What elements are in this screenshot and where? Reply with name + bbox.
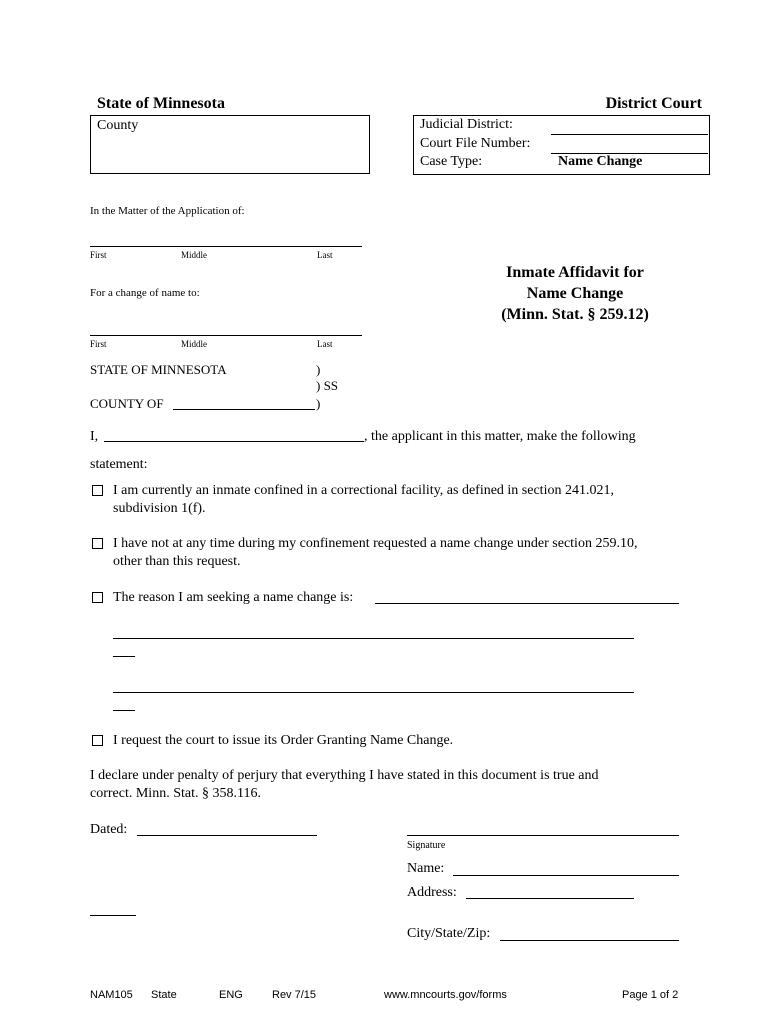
venue-ss: ) SS — [316, 378, 339, 393]
signature-label: Signature — [407, 840, 446, 851]
item2-line2: other than this request. — [113, 554, 241, 569]
item1-line2: subdivision 1(f). — [113, 501, 206, 516]
reason-field-2-cont[interactable] — [113, 643, 135, 657]
judicial-district-label: Judicial District: — [420, 117, 513, 132]
applicant-name-line[interactable] — [90, 232, 362, 247]
signature-field[interactable] — [407, 821, 679, 836]
footer-form-code: NAM105 — [90, 989, 133, 1001]
applicant-statement-field[interactable] — [104, 428, 364, 442]
name-field[interactable] — [453, 861, 679, 876]
reason-field-3-cont[interactable] — [113, 697, 135, 711]
new-name-line[interactable] — [90, 321, 362, 336]
court-heading: District Court — [605, 95, 702, 112]
case-type-label: Case Type: — [420, 154, 483, 169]
footer-website-link[interactable]: www.mncourts.gov/forms — [384, 989, 507, 1001]
statement-suffix: , the applicant in this matter, make the following — [364, 429, 636, 444]
address-field[interactable] — [466, 884, 634, 899]
change-to-label: For a change of name to: — [90, 287, 200, 299]
venue-paren: ) — [316, 362, 321, 377]
venue-county-label: COUNTY OF — [90, 396, 164, 411]
last-label: Last — [317, 250, 333, 260]
footer-page-number: Page 1 of 2 — [622, 989, 679, 1001]
county-label: County — [97, 118, 139, 133]
judicial-district-field[interactable] — [551, 118, 708, 135]
declaration-line1: I declare under penalty of perjury that everything I have stated in this document is true and — [90, 768, 599, 783]
reason-field-2[interactable] — [113, 624, 634, 639]
statement-line2: statement: — [90, 457, 148, 472]
state-heading: State of Minnesota — [97, 95, 225, 112]
reason-checkbox[interactable] — [92, 592, 103, 603]
item1-line1: I am currently an inmate confined in a correctional facility, as defined in section 241.021, — [113, 483, 614, 498]
address-label: Address: — [407, 885, 457, 900]
venue-county-field[interactable] — [173, 396, 315, 410]
item4-label: I request the court to issue its Order Granting Name Change. — [113, 733, 454, 748]
title-line-3: (Minn. Stat. § 259.12) — [501, 306, 649, 323]
city-state-zip-label: City/State/Zip: — [407, 926, 491, 941]
first-label: First — [90, 250, 107, 260]
reason-field-3[interactable] — [113, 678, 634, 693]
county-box[interactable] — [90, 115, 370, 174]
footer-category: State — [151, 989, 177, 1001]
middle-label: Middle — [181, 250, 207, 260]
footer-language: ENG — [219, 989, 243, 1001]
middle-label: Middle — [181, 339, 207, 349]
venue-state: STATE OF MINNESOTA — [90, 362, 227, 377]
case-type-value: Name Change — [558, 154, 643, 169]
dated-label: Dated: — [90, 822, 128, 837]
court-file-number-label: Court File Number: — [420, 136, 531, 151]
no-prior-request-checkbox[interactable] — [92, 538, 103, 549]
title-line-2: Name Change — [526, 285, 624, 302]
venue-paren: ) — [316, 396, 321, 411]
name-label: Name: — [407, 861, 445, 876]
matter-intro: In the Matter of the Application of: — [90, 205, 245, 217]
declaration-line2: correct. Minn. Stat. § 358.116. — [90, 786, 261, 801]
item3-label: The reason I am seeking a name change is: — [113, 590, 354, 605]
city-state-zip-field[interactable] — [500, 926, 679, 941]
request-order-checkbox[interactable] — [92, 735, 103, 746]
document-title — [470, 262, 680, 325]
statement-prefix: I, — [90, 429, 99, 444]
extra-field-line[interactable] — [90, 902, 136, 916]
footer-revision: Rev 7/15 — [272, 989, 317, 1001]
inmate-checkbox[interactable] — [92, 485, 103, 496]
date-field[interactable] — [137, 821, 317, 836]
item2-line1: I have not at any time during my confinement requested a name change under section 259.10, — [113, 536, 638, 551]
title-line-1: Inmate Affidavit for — [506, 264, 644, 281]
last-label: Last — [317, 339, 333, 349]
court-info-box — [413, 115, 710, 175]
reason-field-1[interactable] — [375, 589, 679, 604]
first-label: First — [90, 339, 107, 349]
court-file-number-field[interactable] — [551, 137, 708, 154]
